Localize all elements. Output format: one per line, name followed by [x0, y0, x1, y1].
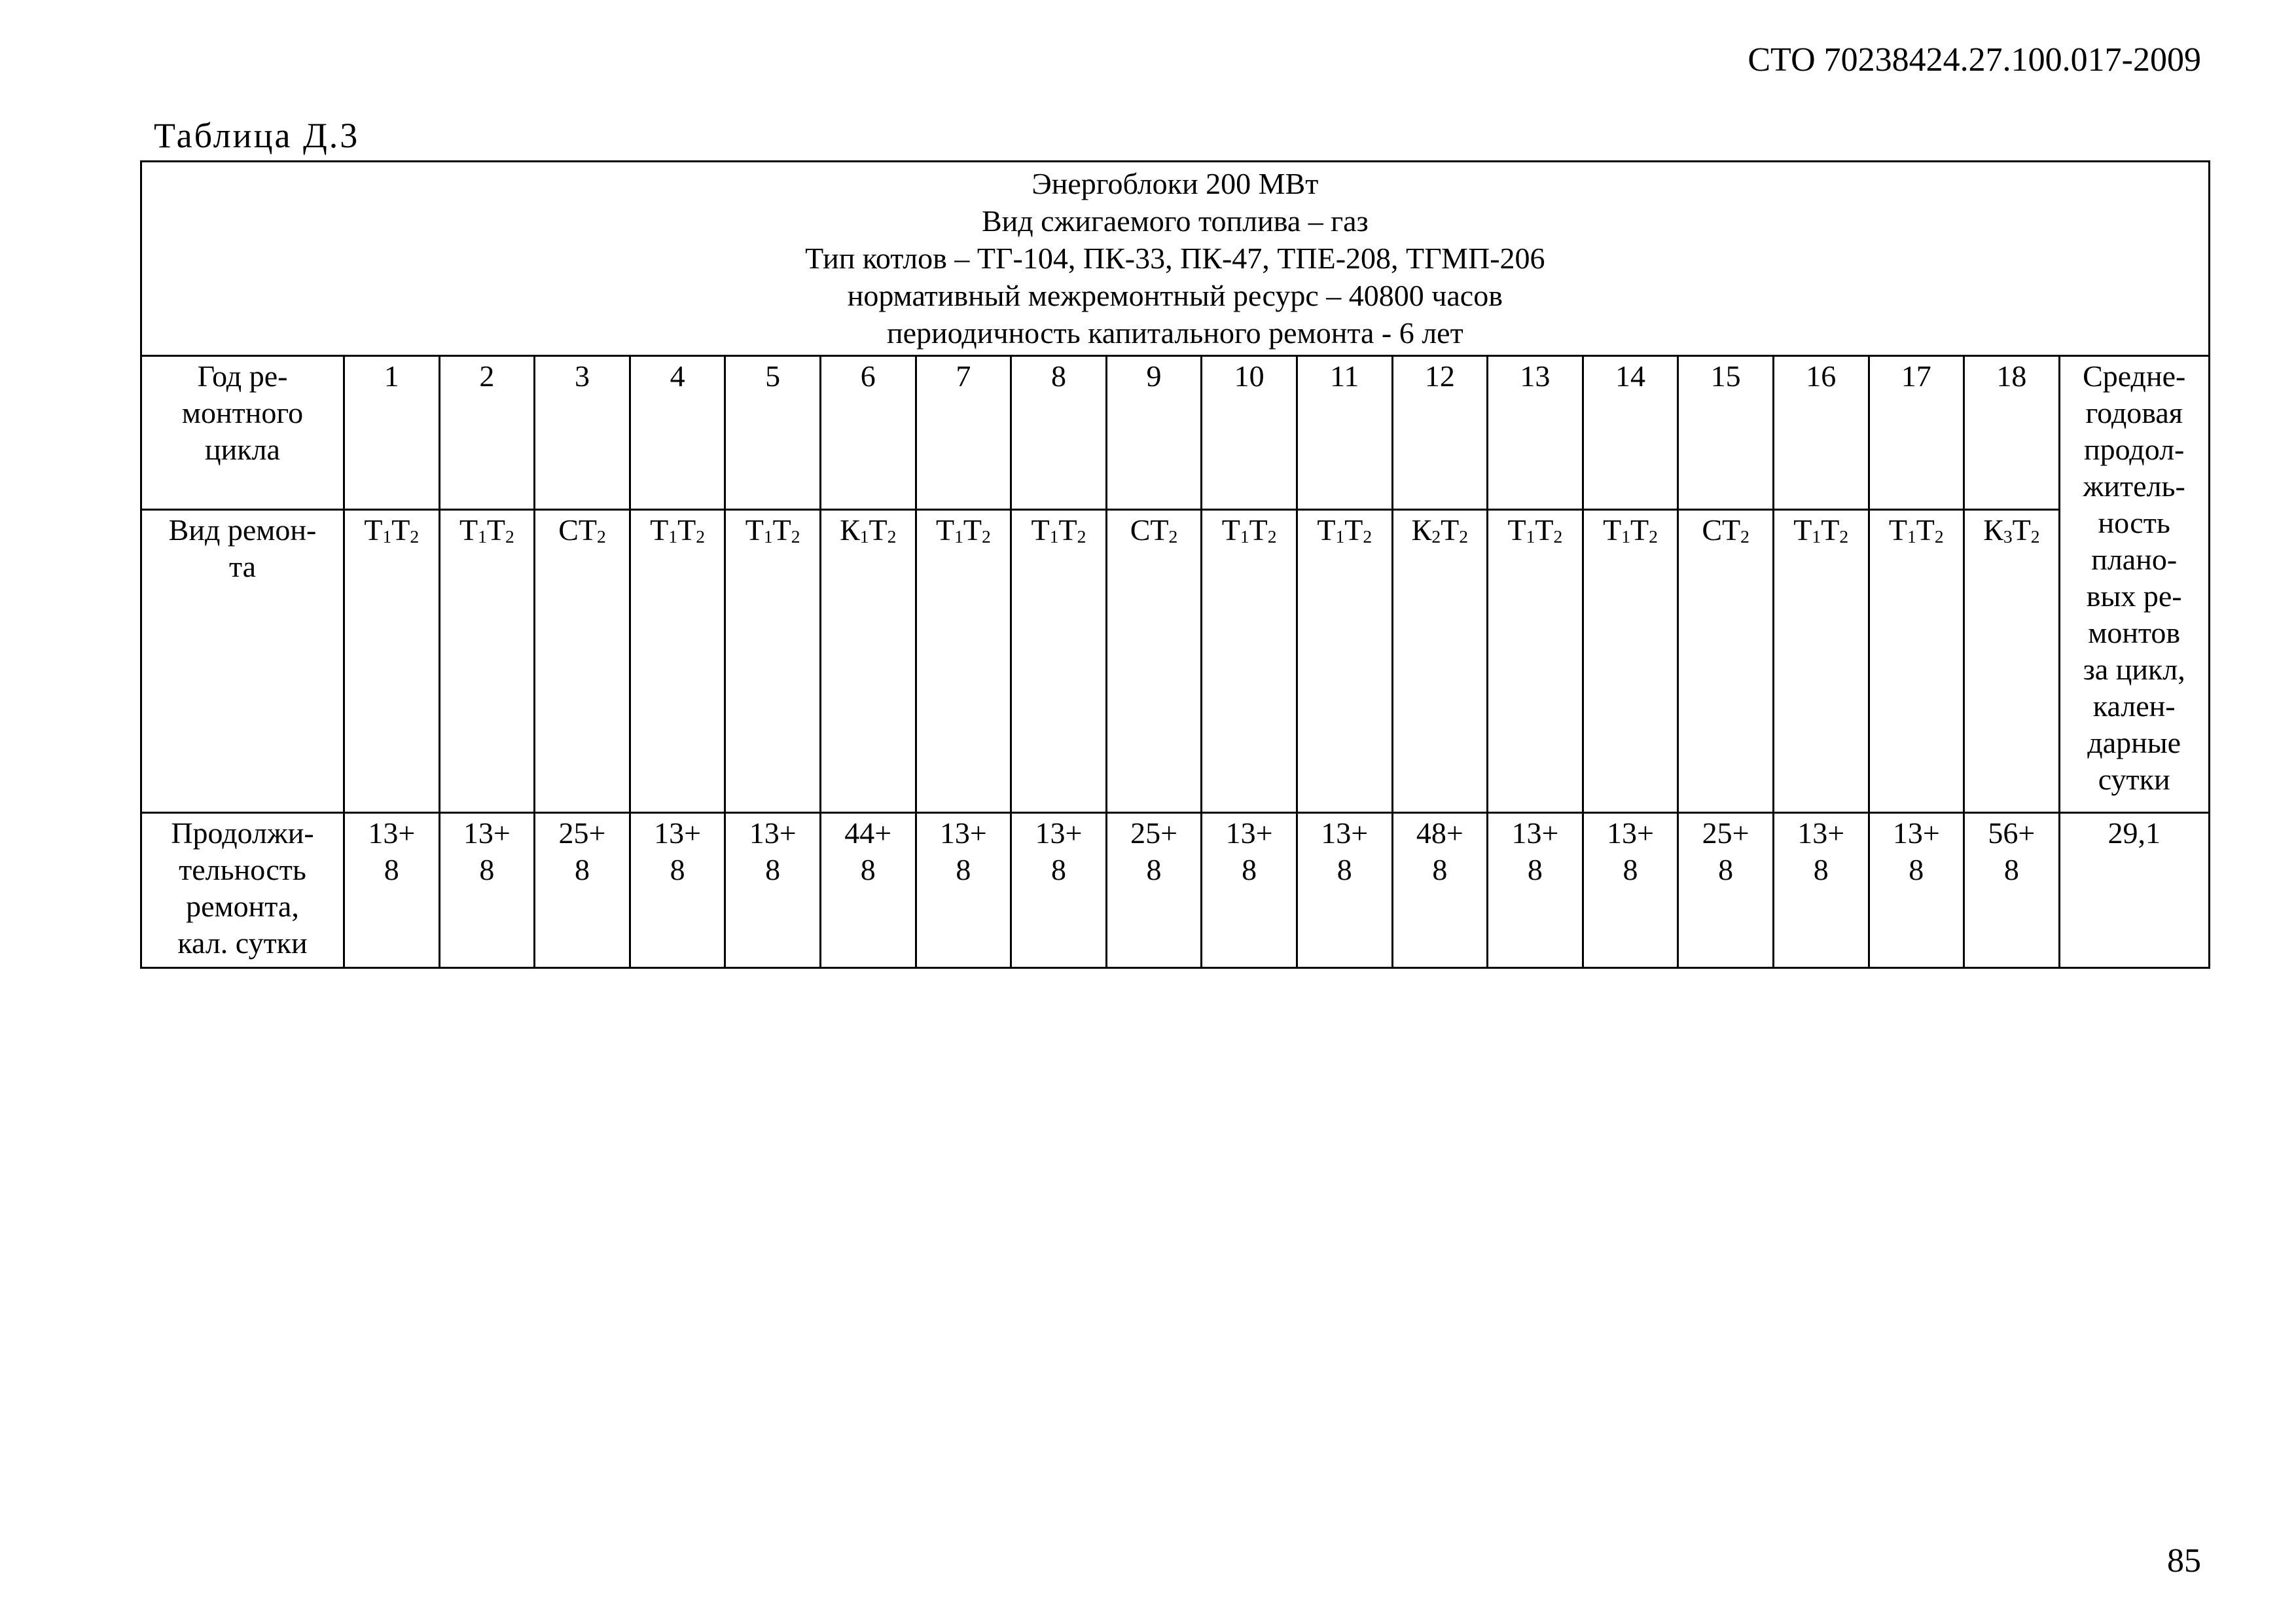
- average-header-line: монтов: [2088, 616, 2181, 649]
- repair-code: К: [1411, 513, 1432, 547]
- duration-line: 8: [1623, 853, 1638, 886]
- repair-code: СТ: [1702, 513, 1741, 547]
- repair-code: Т: [364, 513, 383, 547]
- repair-code-index: 2: [1431, 526, 1441, 547]
- repair-code-index: 2: [1553, 526, 1563, 547]
- average-header-line: житель-: [2083, 469, 2185, 503]
- average-header-line: Средне-: [2083, 359, 2186, 393]
- duration-cell: [439, 813, 535, 968]
- repair-type-cell: [630, 510, 725, 813]
- repair-type-cell: [725, 510, 821, 813]
- duration-cell: [535, 813, 630, 968]
- duration-line: 8: [1432, 853, 1448, 886]
- duration-line: 8: [2003, 853, 2019, 886]
- repair-code: Т: [1603, 513, 1622, 547]
- row-label-line: Продолжи-: [171, 816, 314, 850]
- year-cell: 13: [1488, 356, 1583, 510]
- duration-line: 13+: [1511, 816, 1559, 850]
- duration-line: 8: [384, 853, 399, 886]
- duration-line: 25+: [1130, 816, 1178, 850]
- repair-code: Т: [1535, 513, 1554, 547]
- average-duration-header: [2059, 356, 2209, 813]
- duration-line: 8: [1813, 853, 1829, 886]
- year-cell: 18: [1964, 356, 2060, 510]
- repair-code-index: 2: [791, 526, 800, 547]
- repair-type-cell: [344, 510, 440, 813]
- table-header-line: Энергоблоки 200 МВт: [1031, 167, 1319, 200]
- duration-line: 8: [1527, 853, 1543, 886]
- year-cell: 6: [820, 356, 916, 510]
- average-header-line: кален-: [2092, 689, 2176, 723]
- repair-code-index: 2: [1168, 526, 1178, 547]
- row-label-line: тельность: [179, 853, 306, 886]
- year-cell: 3: [535, 356, 630, 510]
- duration-line: 8: [670, 853, 685, 886]
- document-code: СТО 70238424.27.100.017-2009: [1748, 41, 2201, 79]
- repair-code-index: 2: [1839, 526, 1849, 547]
- duration-line: 8: [1718, 853, 1734, 886]
- page-number: 85: [2167, 1542, 2201, 1579]
- duration-line: 13+: [463, 816, 511, 850]
- duration-line: 48+: [1416, 816, 1463, 850]
- average-header-line: плано-: [2091, 543, 2178, 576]
- repair-code-index: 2: [410, 526, 420, 547]
- duration-cell: [1678, 813, 1774, 968]
- repair-code-index: 1: [1049, 526, 1059, 547]
- year-cell: 4: [630, 356, 725, 510]
- repair-code-index: 2: [1649, 526, 1658, 547]
- year-cell: 17: [1869, 356, 1964, 510]
- duration-line: 25+: [558, 816, 606, 850]
- repair-type-cell: [535, 510, 630, 813]
- duration-line: 13+: [654, 816, 702, 850]
- duration-line: 13+: [1607, 816, 1654, 850]
- average-header-line: продол-: [2084, 433, 2185, 466]
- year-cell: 15: [1678, 356, 1774, 510]
- duration-line: 13+: [1321, 816, 1369, 850]
- table-header: [141, 162, 2210, 356]
- repair-code: Т: [1344, 513, 1363, 547]
- repair-code-index: 2: [596, 526, 606, 547]
- repair-code-index: 1: [859, 526, 869, 547]
- repair-type-cell: [1964, 510, 2060, 813]
- repair-code-index: 1: [1335, 526, 1345, 547]
- repair-code: Т: [1221, 513, 1240, 547]
- duration-cell: [1106, 813, 1202, 968]
- repair-type-cell: [1583, 510, 1678, 813]
- repair-type-cell: [1106, 510, 1202, 813]
- duration-line: 8: [765, 853, 781, 886]
- year-cell: 9: [1106, 356, 1202, 510]
- duration-cell: [1964, 813, 2060, 968]
- year-row: [141, 356, 2210, 510]
- repair-code: Т: [1441, 513, 1460, 547]
- repair-code: Т: [1916, 513, 1935, 547]
- repair-type-cell: [1202, 510, 1297, 813]
- table-header-row: [141, 162, 2210, 356]
- year-cell: 16: [1773, 356, 1869, 510]
- repair-code-index: 2: [887, 526, 897, 547]
- table-header-line: периодичность капитального ремонта - 6 лет: [886, 316, 1463, 350]
- duration-line: 44+: [844, 816, 892, 850]
- repair-type-cell: [1773, 510, 1869, 813]
- duration-line: 8: [1909, 853, 1924, 886]
- repair-code-index: 2: [1363, 526, 1372, 547]
- repair-code-index: 2: [1459, 526, 1469, 547]
- repair-code: Т: [459, 513, 478, 547]
- average-header-line: годовая: [2085, 396, 2183, 429]
- duration-line: 13+: [1892, 816, 1940, 850]
- row-label-line: кал. сутки: [177, 926, 308, 960]
- duration-line: 8: [1050, 853, 1066, 886]
- repair-code-index: 3: [2003, 526, 2013, 547]
- average-header-line: ность: [2098, 506, 2170, 539]
- year-cell: 1: [344, 356, 440, 510]
- repair-type-cell: [1488, 510, 1583, 813]
- average-header-line: за цикл,: [2083, 653, 2185, 686]
- repair-code-index: 2: [2030, 526, 2040, 547]
- repair-code: Т: [1630, 513, 1649, 547]
- row-label-line: та: [228, 550, 257, 583]
- repair-code-index: 2: [505, 526, 514, 547]
- repair-code: Т: [1507, 513, 1526, 547]
- average-header-line: вых ре-: [2086, 579, 2182, 613]
- duration-line: 13+: [1225, 816, 1273, 850]
- duration-line: 13+: [749, 816, 797, 850]
- table-label: Таблица Д.3: [154, 116, 360, 155]
- repair-code: Т: [1317, 513, 1336, 547]
- repair-code-index: 1: [382, 526, 392, 547]
- repair-type-cell: [1869, 510, 1964, 813]
- duration-cell: [1583, 813, 1678, 968]
- duration-cell: [725, 813, 821, 968]
- duration-line: 8: [479, 853, 495, 886]
- repair-code: Т: [772, 513, 791, 547]
- repair-code: Т: [869, 513, 888, 547]
- repair-code: Т: [391, 513, 410, 547]
- repair-code-index: 1: [1907, 526, 1916, 547]
- repair-code-index: 1: [668, 526, 678, 547]
- repair-code: Т: [2012, 513, 2031, 547]
- duration-line: 8: [1336, 853, 1352, 886]
- repair-code: Т: [677, 513, 696, 547]
- repair-code: Т: [1031, 513, 1050, 547]
- average-header-line: дарные: [2087, 726, 2181, 759]
- duration-line: 8: [1242, 853, 1257, 886]
- duration-row-label: [141, 813, 344, 968]
- average-duration-value: 29,1: [2059, 813, 2209, 968]
- table-header-line: Тип котлов – ТГ-104, ПК-33, ПК-47, ТПЕ-208, ТГМП-206: [805, 242, 1545, 275]
- repair-type-cell: [1297, 510, 1392, 813]
- repair-code-index: 1: [1240, 526, 1249, 547]
- repair-code-index: 2: [1934, 526, 1944, 547]
- row-label-line: ремонта,: [186, 890, 299, 923]
- repair-code: Т: [650, 513, 669, 547]
- duration-cell: [1202, 813, 1297, 968]
- year-cell: 2: [439, 356, 535, 510]
- year-cell: 7: [916, 356, 1011, 510]
- duration-line: 13+: [1035, 816, 1083, 850]
- year-cell: 14: [1583, 356, 1678, 510]
- repair-code: СТ: [1130, 513, 1169, 547]
- duration-cell: [1488, 813, 1583, 968]
- duration-cell: [630, 813, 725, 968]
- duration-line: 8: [574, 853, 590, 886]
- repair-code: Т: [963, 513, 982, 547]
- repair-code: К: [1983, 513, 2003, 547]
- repair-code: Т: [1793, 513, 1812, 547]
- repair-code-index: 1: [1621, 526, 1631, 547]
- year-cell: 11: [1297, 356, 1392, 510]
- repair-code: К: [840, 513, 860, 547]
- duration-line: 13+: [939, 816, 987, 850]
- duration-line: 8: [956, 853, 971, 886]
- repair-code-index: 2: [1267, 526, 1277, 547]
- duration-line: 8: [860, 853, 876, 886]
- repair-code: Т: [486, 513, 505, 547]
- year-cell: 10: [1202, 356, 1297, 510]
- repair-code: Т: [1821, 513, 1840, 547]
- row-label-line: Год ре-: [197, 359, 288, 393]
- repair-type-row-label: [141, 510, 344, 813]
- repair-type-cell: [1011, 510, 1107, 813]
- repair-type-cell: [439, 510, 535, 813]
- repair-code-index: 2: [696, 526, 705, 547]
- repair-type-row: [141, 510, 2210, 813]
- duration-cell: [1773, 813, 1869, 968]
- duration-cell: [1869, 813, 1964, 968]
- repair-code: Т: [1058, 513, 1077, 547]
- repair-code-index: 1: [478, 526, 487, 547]
- repair-type-cell: [1392, 510, 1488, 813]
- year-cell: 12: [1392, 356, 1488, 510]
- duration-cell: [916, 813, 1011, 968]
- repair-code: Т: [1249, 513, 1268, 547]
- repair-type-cell: [1678, 510, 1774, 813]
- average-header-line: сутки: [2098, 763, 2170, 796]
- duration-line: 13+: [1797, 816, 1845, 850]
- duration-cell: [820, 813, 916, 968]
- year-cell: 5: [725, 356, 821, 510]
- duration-line: 8: [1146, 853, 1162, 886]
- duration-line: 56+: [1988, 816, 2036, 850]
- repair-schedule-table: [140, 160, 2210, 969]
- repair-code: СТ: [558, 513, 597, 547]
- repair-code: Т: [745, 513, 764, 547]
- year-cell: 8: [1011, 356, 1107, 510]
- row-label-line: Вид ремон-: [168, 513, 317, 547]
- duration-line: 13+: [368, 816, 416, 850]
- repair-code-index: 2: [981, 526, 991, 547]
- table-header-line: Вид сжигаемого топлива – газ: [981, 204, 1369, 238]
- repair-code-index: 1: [954, 526, 963, 547]
- duration-cell: [1011, 813, 1107, 968]
- duration-cell: [1297, 813, 1392, 968]
- duration-row: [141, 813, 2210, 968]
- row-label-line: монтного: [181, 396, 304, 429]
- table-header-line: нормативный межремонтный ресурс – 40800 часов: [847, 279, 1503, 312]
- repair-code: Т: [935, 513, 955, 547]
- duration-line: 25+: [1702, 816, 1749, 850]
- repair-code: Т: [1888, 513, 1907, 547]
- repair-code-index: 1: [1526, 526, 1535, 547]
- repair-code-index: 2: [1740, 526, 1749, 547]
- year-row-label: [141, 356, 344, 510]
- repair-type-cell: [820, 510, 916, 813]
- duration-cell: [1392, 813, 1488, 968]
- repair-code-index: 1: [763, 526, 773, 547]
- row-label-line: цикла: [205, 433, 280, 466]
- duration-cell: [344, 813, 440, 968]
- repair-type-cell: [916, 510, 1011, 813]
- repair-code-index: 2: [1077, 526, 1086, 547]
- repair-code-index: 1: [1812, 526, 1821, 547]
